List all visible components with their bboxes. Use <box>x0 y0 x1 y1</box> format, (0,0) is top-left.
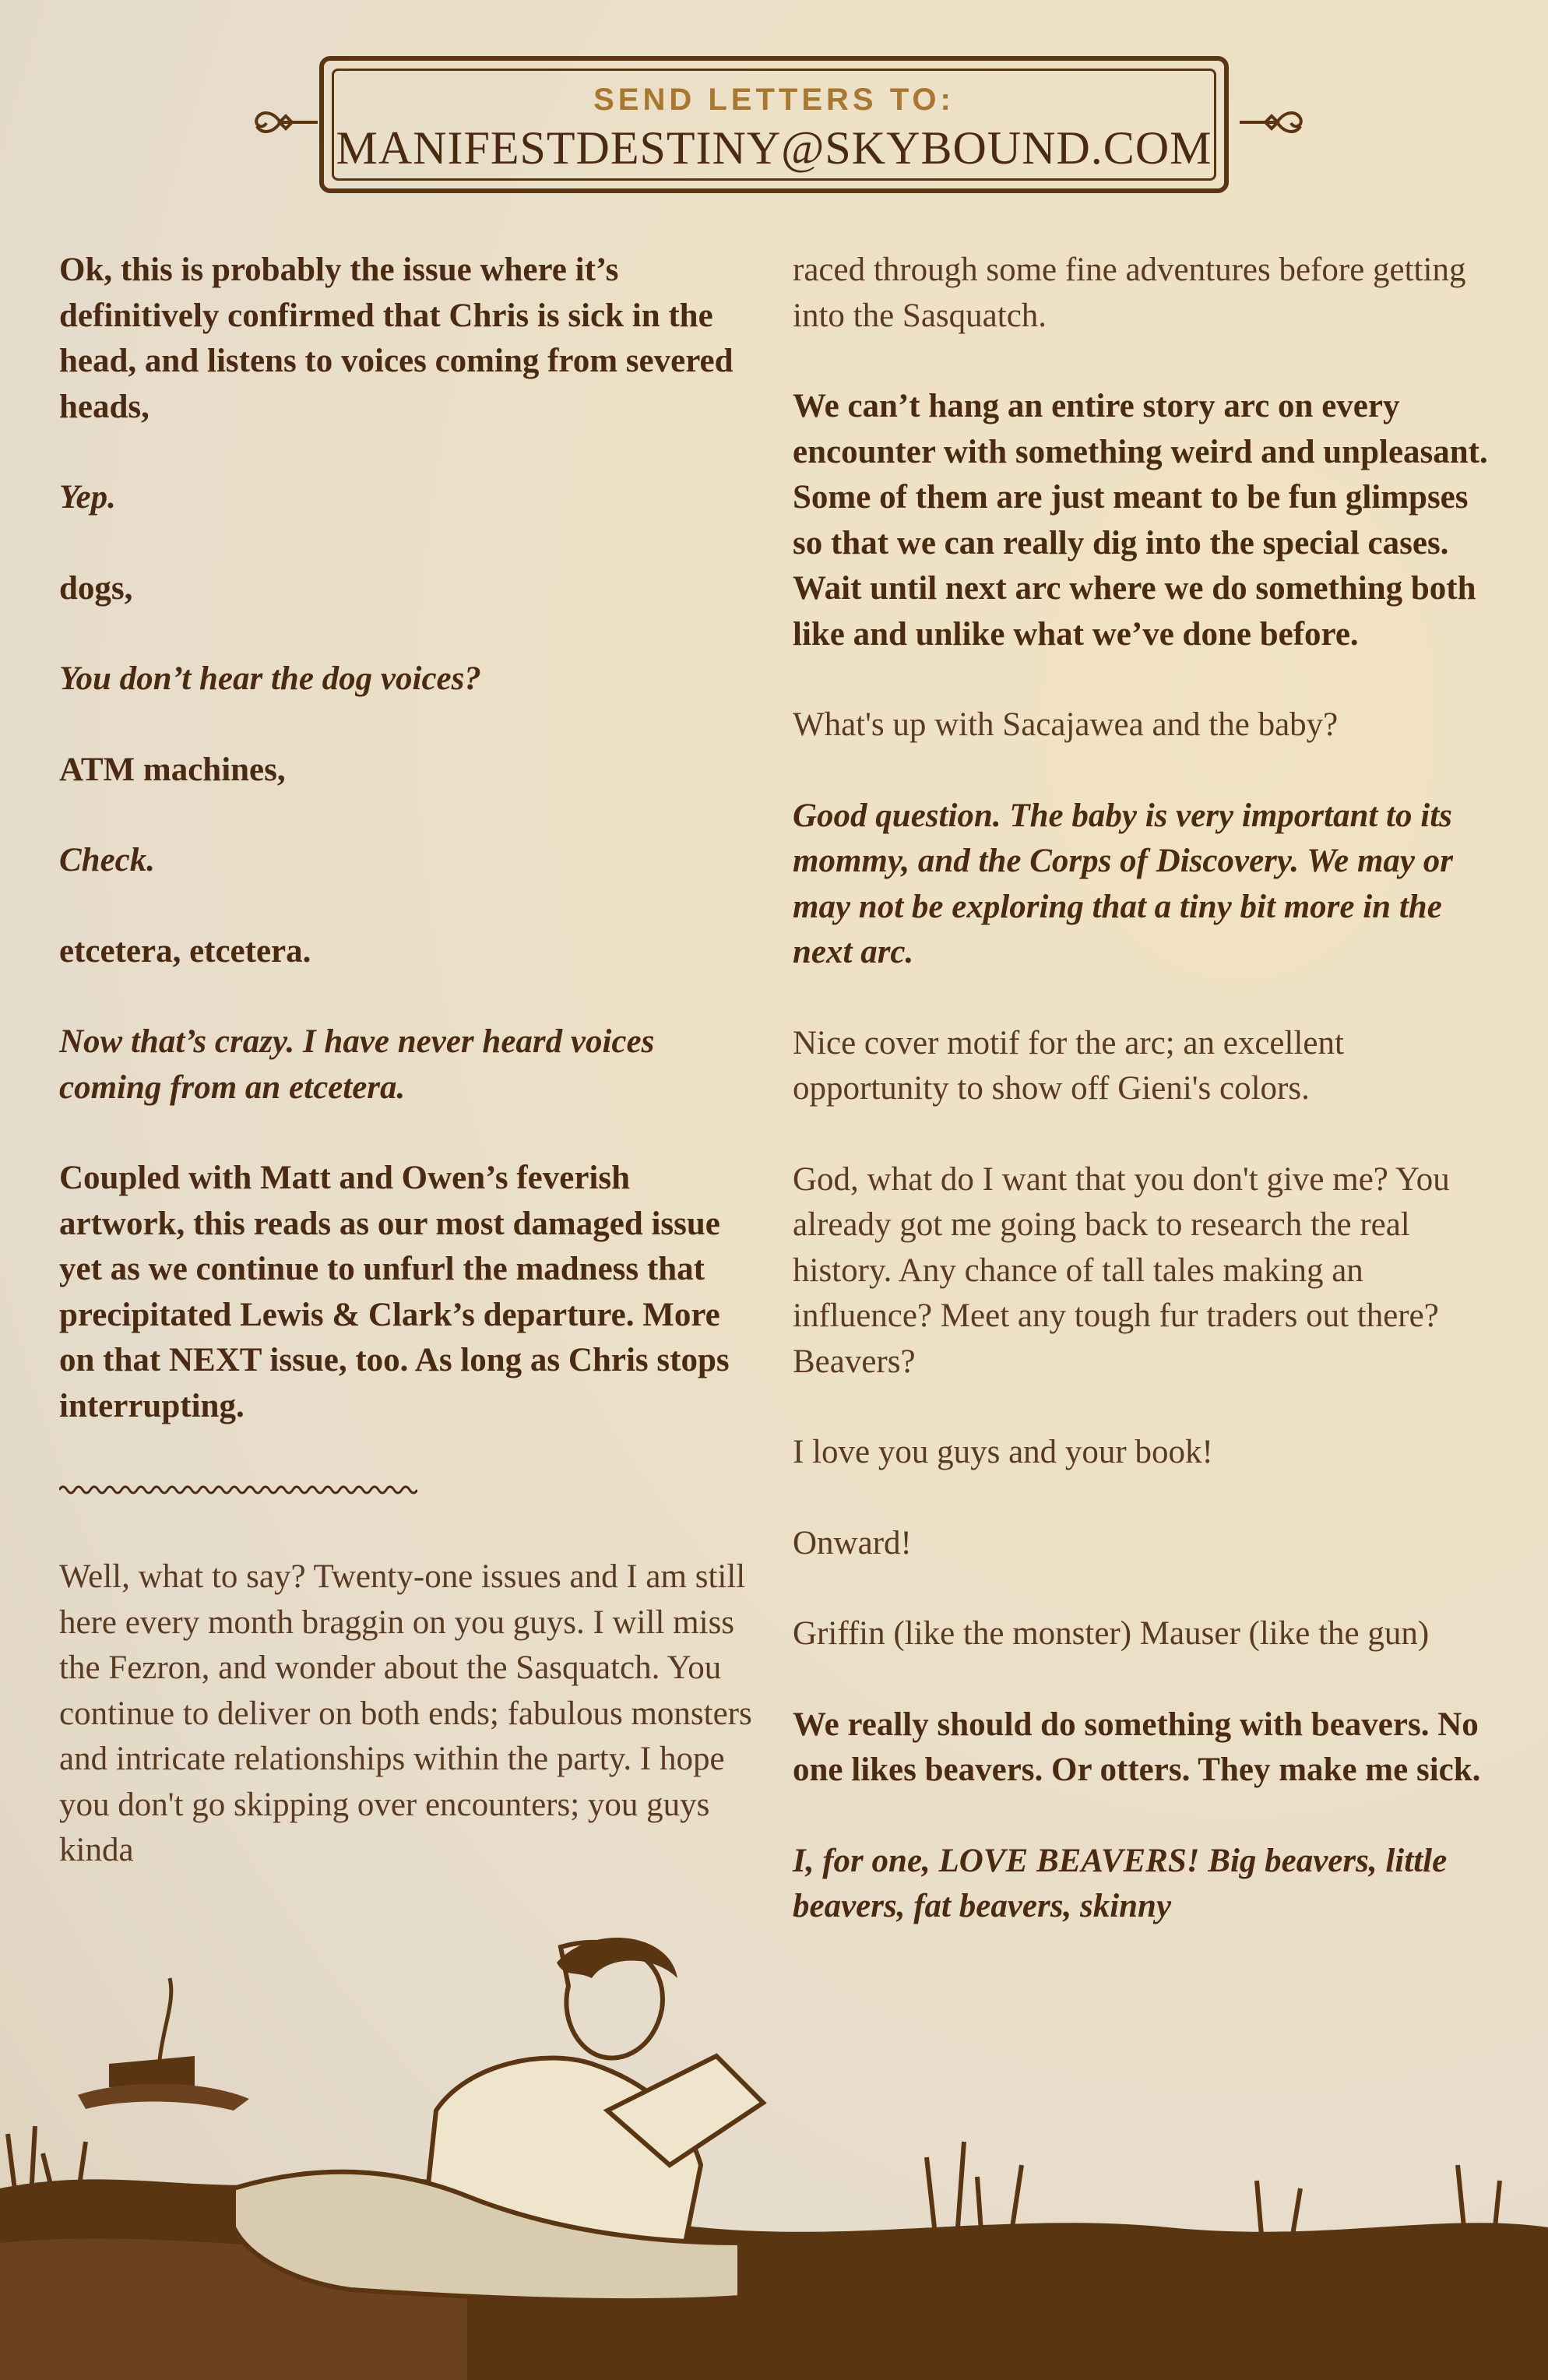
letter-paragraph: Well, what to say? Twenty-one issues and I am still here every month braggin on you guys. I will miss the Fezron, and wonder about the Sasquatch. You continue to deliver on both ends; fabulous monsters and intricate relationships within the party. I hope you don't go skipping over encounters; you guys kinda <box>59 1558 752 1868</box>
letter-paragraph: Griffin (like the monster) Mauser (like the gun) <box>793 1615 1430 1652</box>
letter-paragraph: Coupled with Matt and Owen’s feverish artwork, this reads as our most damaged issue yet as we continue to unfurl the madness that precipitated Lewis & Clark’s departure. More on that NEXT issue, too. As long as Chris stops interrupting. <box>59 1160 730 1424</box>
send-letters-label: SEND LETTERS TO: <box>593 83 955 117</box>
letter-paragraph: Now that’s crazy. I have never heard voices coming from an etcetera. <box>59 1023 655 1106</box>
letters-header <box>0 56 1548 204</box>
left-column <box>59 248 760 1919</box>
letter-paragraph: Nice cover motif for the arc; an excellent opportunity to show off Gieni's colors. <box>793 1024 1344 1107</box>
email-address[interactable]: MANIFESTDESTINY@SKYBOUND.COM <box>336 122 1212 174</box>
letter-paragraph: dogs, <box>59 569 133 607</box>
letter-paragraph: What's up with Sacajawea and the baby? <box>793 706 1339 743</box>
letter-paragraph: I love you guys and your book! <box>793 1434 1213 1470</box>
tilde-divider <box>59 1474 417 1505</box>
letter-paragraph: ATM machines, <box>59 751 286 788</box>
letter-paragraph: God, what do I want that you don't give me? You already got me going back to research the real history. Any chance of tall tales making an influence? Meet any tough fur traders out there? Beavers? <box>793 1160 1450 1380</box>
letter-paragraph: I, for one, LOVE BEAVERS! Big beavers, little beavers, fat beavers, skinny <box>793 1842 1448 1924</box>
right-column <box>793 248 1493 1975</box>
letter-paragraph: Check. <box>59 842 156 878</box>
letter-paragraph: raced through some fine adventures before getting into the Sasquatch. <box>793 252 1466 334</box>
letter-paragraph: We really should do something with beavers. No one likes beavers. Or otters. They make me sick. <box>793 1706 1481 1788</box>
letter-paragraph: Good question. The baby is very important to its mommy, and the Corps of Discovery. We may or may not be exploring that a tiny bit more in the next arc. <box>793 797 1453 970</box>
letter-paragraph: etcetera, etcetera. <box>59 932 311 970</box>
explorer-illustration <box>0 1931 1548 2380</box>
left-flourish-ornament <box>249 103 319 142</box>
letter-paragraph: Yep. <box>59 479 116 516</box>
right-flourish-ornament <box>1238 103 1308 142</box>
letter-paragraph: We can’t hang an entire story arc on every encounter with something weird and unpleasant. Some of them are just meant to be fun glimpses so that we can really dig into the special cases. Wait until next arc where we do something both like and unlike what we’ve done before. <box>793 388 1488 653</box>
letter-paragraph: You don’t hear the dog voices? <box>59 660 481 697</box>
letter-paragraph: Ok, this is probably the issue where it’s definitively confirmed that Chris is sick in the head, and listens to voices coming from severed heads, <box>59 252 734 425</box>
letter-paragraph: Onward! <box>793 1524 912 1561</box>
